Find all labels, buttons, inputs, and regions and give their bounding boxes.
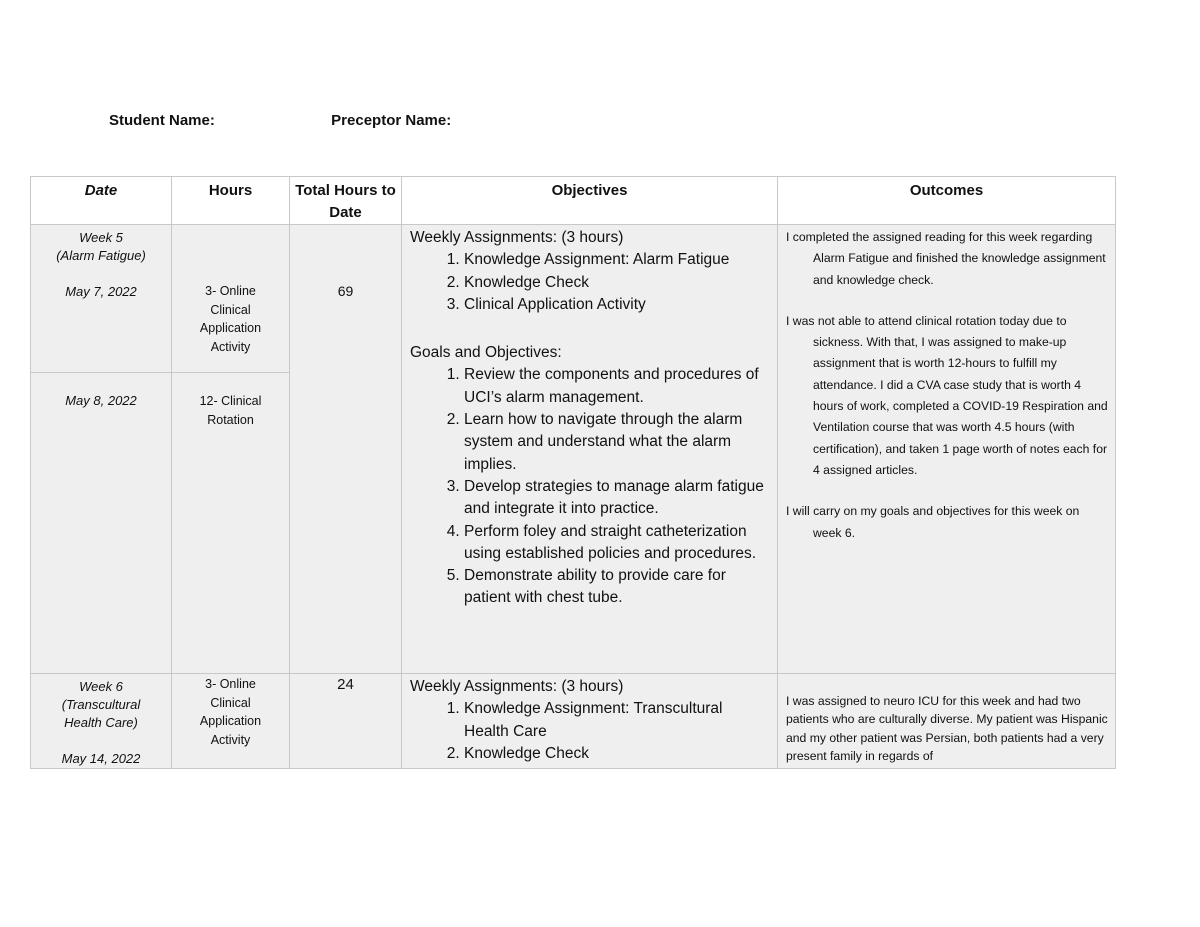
week6-outcome-paragraph: I was assigned to neuro ICU for this week and had two patients who are culturally diverse. My patient was Hispanic and my other patient was Persian, both patients had a very present family in regards of [786,694,1108,763]
column-header-date: Date [31,177,172,225]
table-header-row [31,177,1116,225]
preceptor-name-label: Preceptor Name: [331,112,452,129]
week5-outcome-paragraph: I completed the assigned reading for this week regarding Alarm Fatigue and finished the knowledge assignment and knowledge check. [786,230,1106,287]
list-item: 2. Knowledge Check [464,272,765,294]
column-header-hours: Hours [172,177,290,225]
week5-objectives-cell [402,225,778,674]
week6-assign-heading: Weekly Assignments: (3 hours) [410,678,624,695]
week5-assignment-list [410,249,765,316]
list-item: 3. Develop strategies to manage alarm fatigue and integrate it into practice. [464,476,765,521]
list-item: 3. Clinical Application Activity [464,294,765,316]
week6-hours1-line: Clinical [210,695,251,710]
week5-hours1-line: Clinical [210,302,251,317]
table-row [31,674,1116,769]
week6-assignment-list [410,698,765,765]
week6-date-cell [31,674,172,769]
week5-date1: May 7, 2022 [65,284,137,299]
week5-date-cell [31,225,172,373]
week5-topic: (Alarm Fatigue) [56,248,146,263]
week5-hours1-line: Application [199,321,262,335]
list-item: 2. Knowledge Check [464,743,765,765]
week5-outcome-paragraph: I was not able to attend clinical rotation today due to sickness. With that, I was assigned to make-up assignment that is worth 12-hours to fulfill my attendance. I did a CVA case study that is worth 4 hours of work, completed a COVID-19 Respiration and Ventilation course that was worth 4.5 hours (with certification), and taken 1 page worth of notes each for 4 assigned articles. [786,313,1108,477]
week6-outcomes-cell [778,674,1116,769]
week5-total: 69 [337,283,354,299]
week5-assign-heading: Weekly Assignments: (3 hours) [410,229,624,246]
week6-total: 24 [337,676,354,693]
week5-title: Week 5 [79,230,123,245]
list-item: 1. Knowledge Assignment: Alarm Fatigue [464,249,765,271]
week6-hours1-line: Activity [210,732,251,747]
week5-outcome-paragraph: I will carry on my goals and objectives for this week on week 6. [786,504,1080,540]
week5-hours2-line: Rotation [207,412,254,427]
week6-topic: Health Care) [64,715,138,730]
week5-goals-heading: Goals and Objectives: [410,344,562,362]
week5-goals-list [410,364,765,609]
week6-objectives-cell [402,674,778,769]
list-item: 1. Knowledge Assignment: Transcultural Health Care [464,698,765,743]
week5-total-cell [290,225,402,674]
list-item: 2. Learn how to navigate through the alarm system and understand what the alarm implies. [464,409,765,476]
list-item: 4. Perform foley and straight catheterization using established policies and procedures. [464,521,765,566]
week6-total-cell [290,674,402,769]
week6-date1: May 14, 2022 [61,751,141,766]
week5-hours1-line: Activity [210,339,251,354]
week6-topic: (Transcultural [61,697,141,712]
clinical-log-table [30,176,1116,769]
student-name-label: Student Name: [109,112,215,129]
column-header-total-hours: Total Hours to Date [290,177,402,225]
week6-title: Week 6 [79,679,123,694]
list-item: 1. Review the components and procedures of UCI’s alarm management. [464,364,765,409]
list-item: 5. Demonstrate ability to provide care for patient with chest tube. [464,565,765,610]
week5-date2-cell [31,373,172,674]
week5-date2: May 8, 2022 [65,393,137,408]
column-header-objectives: Objectives [402,177,778,225]
week5-outcomes-cell [778,225,1116,674]
table-row [31,225,1116,373]
header-names [109,112,451,129]
week5-hours2-line: 12- Clinical [199,394,262,408]
week6-hours1-line: 3- Online [205,677,256,691]
week5-hours2-cell [172,373,290,674]
week5-hours1-cell [172,225,290,373]
week6-hours1-cell [172,674,290,769]
column-header-outcomes: Outcomes [778,177,1116,225]
week5-hours1-line: 3- Online [205,284,256,298]
week6-hours1-line: Application [199,714,262,728]
